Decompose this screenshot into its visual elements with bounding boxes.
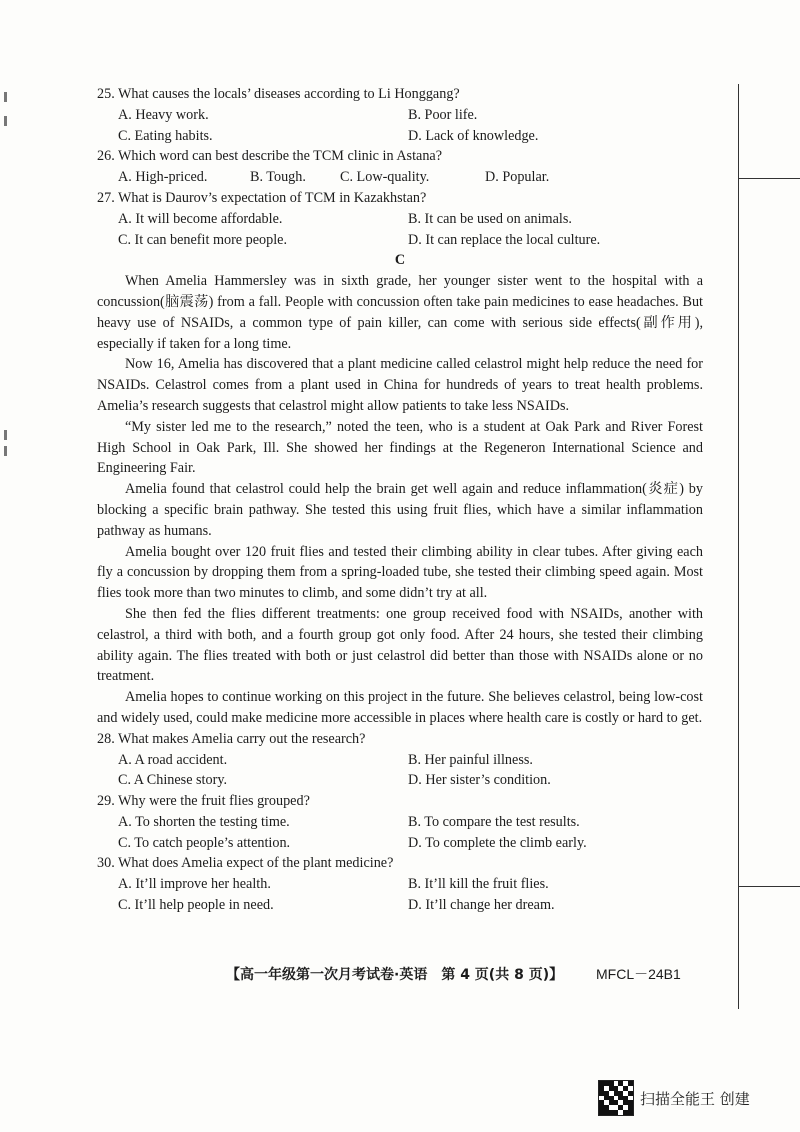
passage-paragraph: Amelia hopes to continue working on this project in the future. She believes celastrol, being low-cost and widely used, could make medicine more accessible in places where health care is costly or hard to get. [97, 689, 703, 726]
question-stem: 27. What is Daurov’s expectation of TCM in Kazakhstan? [97, 189, 427, 206]
binding-mark [4, 430, 7, 440]
footer-title: 【高一年级第一次月考试卷·英语 第 4 页(共 8 页)】 [226, 967, 564, 983]
option-b: B. It’ll kill the fruit flies. [408, 876, 549, 893]
binding-mark [4, 446, 7, 456]
answer-options [97, 812, 703, 854]
option-a: A. It’ll improve her health. [118, 876, 271, 893]
option-d: D. Popular. [485, 169, 550, 186]
binding-mark [4, 92, 7, 102]
option-c: C. It can benefit more people. [118, 231, 288, 248]
option-c: C. Low-quality. [340, 169, 430, 186]
question-29 [97, 791, 703, 853]
option-b: B. Poor life. [408, 106, 478, 123]
option-d: D. Lack of knowledge. [408, 127, 539, 144]
question-stem: 29. Why were the fruit flies grouped? [97, 793, 310, 810]
question-27 [97, 188, 703, 250]
answer-options [97, 105, 703, 147]
exam-content [97, 84, 703, 916]
option-b: B. It can be used on animals. [408, 210, 572, 227]
option-b: B. Tough. [250, 169, 306, 186]
option-a: A. Heavy work. [118, 106, 209, 123]
passage-paragraph: Amelia found that celastrol could help the brain get well again and reduce inflammation(炎症) by blocking a specific brain pathway. She tested this using fruit flies, which have a similar inflammation pathway as humans. [97, 481, 703, 539]
option-d: D. To complete the climb early. [408, 834, 587, 851]
option-d: D. Her sister’s condition. [408, 772, 551, 789]
page-footer [226, 964, 746, 984]
scanner-watermark [598, 1080, 750, 1116]
answer-options [97, 750, 703, 792]
option-c: C. Eating habits. [118, 127, 213, 144]
section-heading: C [394, 252, 406, 269]
passage-paragraph: She then fed the flies different treatments: one group received food with NSAIDs, another with celastrol, a third with both, and a fourth group got only food. After 24 hours, she tested their climbing ability again. The flies treated with both or just celastrol did better than those with NSAIDs alone or no treatment. [97, 605, 703, 685]
option-c: C. A Chinese story. [118, 772, 228, 789]
watermark-text: 扫描全能王 创建 [640, 1089, 750, 1108]
option-d: D. It’ll change her dream. [408, 897, 555, 914]
question-26 [97, 146, 703, 188]
question-stem: 28. What makes Amelia carry out the research? [97, 730, 366, 747]
passage-paragraph: “My sister led me to the research,” noted the teen, who is a student at Oak Park and River Forest High School in Oak Park, Ill. She showed her findings at the Regeneron International Science and Engineering Fair. [97, 418, 703, 477]
answer-options [97, 167, 703, 188]
answer-options [97, 874, 703, 916]
qr-code-icon [598, 1080, 634, 1116]
passage-paragraph: When Amelia Hammersley was in sixth grade, her younger sister went to the hospital with a concussion(脑震荡) from a fall. People with concussion often take pain medicines to ease headaches. But heavy use of NSAIDs, a common type of pain killer, can come with serious side effects(副作用), especially if taken for a long time. [97, 273, 703, 352]
question-stem: 25. What causes the locals’ diseases according to Li Honggang? [97, 86, 460, 102]
paper-code: MFCL－24B1 [596, 966, 681, 982]
option-a: A. To shorten the testing time. [118, 813, 290, 830]
binding-mark [4, 116, 7, 126]
option-a: A. High-priced. [118, 169, 208, 186]
answer-options [97, 209, 703, 251]
question-stem: 26. Which word can best describe the TCM clinic in Astana? [97, 148, 443, 165]
passage-paragraph: Amelia bought over 120 fruit flies and tested their climbing ability in clear tubes. After giving each fly a concussion by dropping them from a spring-loaded tube, she tested their climbing speed again. Most flies took more than two minutes to climb, and some didn’t try at all. [97, 543, 703, 602]
question-28 [97, 729, 703, 791]
option-a: A. It will become affordable. [118, 210, 283, 227]
option-d: D. It can replace the local culture. [408, 231, 601, 248]
option-c: C. To catch people’s attention. [118, 834, 291, 851]
question-stem: 30. What does Amelia expect of the plant medicine? [97, 855, 394, 872]
question-30 [97, 853, 703, 915]
margin-tick [738, 178, 800, 179]
option-c: C. It’ll help people in need. [118, 897, 274, 914]
margin-rule [738, 84, 739, 1009]
option-a: A. A road accident. [118, 751, 228, 768]
passage-paragraph: Now 16, Amelia has discovered that a plant medicine called celastrol might help reduce the need for NSAIDs. Celastrol comes from a plant used in China for hundreds of years to treat health problems. Amelia’s research suggests that celastrol might allow patients to take less NSAIDs. [97, 356, 703, 414]
reading-passage [97, 271, 703, 729]
option-b: B. Her painful illness. [408, 751, 533, 768]
margin-tick [738, 886, 800, 887]
question-25 [97, 84, 703, 146]
option-b: B. To compare the test results. [408, 813, 580, 830]
